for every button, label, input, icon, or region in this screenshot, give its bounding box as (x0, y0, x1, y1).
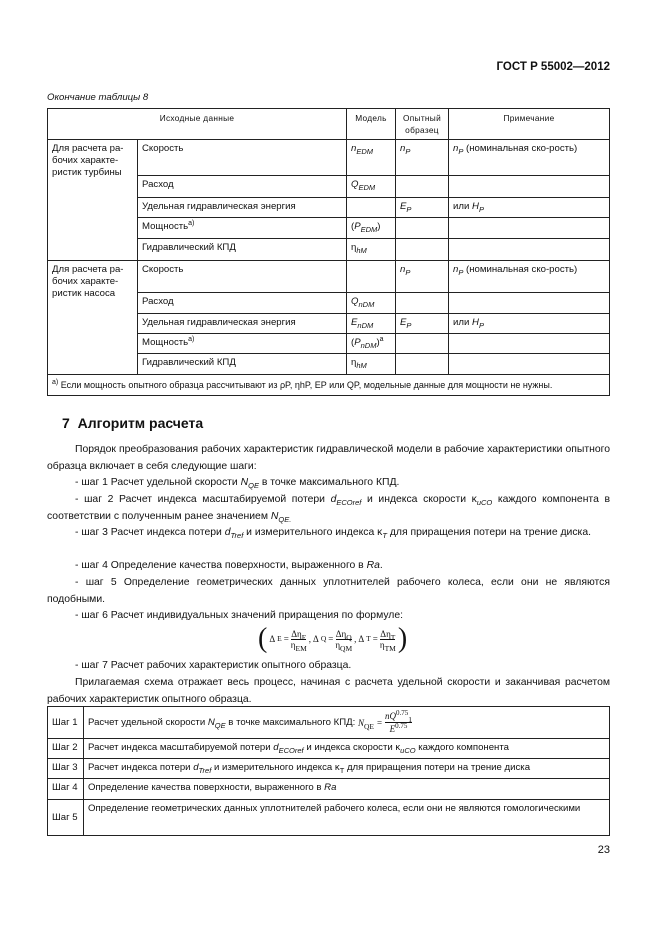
note (449, 218, 610, 239)
note (449, 176, 610, 198)
step-5-text: - шаг 5 Определение геометрических данных уплотнителей рабочего колеса, если они не являются подобными. (47, 577, 610, 605)
table-row (48, 707, 610, 739)
table-footnote: $^{а)}$ Если мощность опытного образца рассчитывают из ρP, ηhP, EP или QP, модельные данные для мощности не нужны. (48, 375, 610, 396)
prototype-value: $n_P$ (396, 261, 449, 293)
step-description: Расчет удельной скорости $N_{QE}$ в точке максимального КПД: $N_{QE}$ = $nQ^{0.75}_1$ $E^{0.75}$ (84, 707, 610, 739)
model-value: $\eta_{hM}$ (347, 239, 396, 261)
param: Мощность$^{а)}$ (138, 218, 347, 239)
note (449, 293, 610, 314)
note: или $H_P$ (449, 198, 610, 218)
table-row (48, 140, 610, 176)
model-value (347, 261, 396, 293)
header-note: Примечание (449, 109, 610, 140)
step-label: Шаг 1 (48, 707, 84, 739)
param: Расход (138, 176, 347, 198)
table-header-row (48, 109, 610, 140)
increment-formula: ( Δ E = $\Delta\eta_E$ $\eta_{EM}$ , Δ Q = $\Delta\eta_Q$ $\eta_{QM}$ , Δ T = $\Delta\eta_T$ $\eta_{TM}$ ) (258, 623, 408, 654)
table-footnote-row (48, 375, 610, 396)
prototype-value (396, 176, 449, 198)
step-description: Расчет индекса потери $d_{Tref}$ и измерительного индекса $\kappa_T$ для приращения потери на трение диска (84, 759, 610, 779)
table-8 (47, 108, 610, 396)
param: Удельная гидравлическая энергия (138, 198, 347, 218)
step-4-text: - шаг 4 Определение качества поверхности, выраженного в Ra. (75, 560, 383, 571)
note (449, 354, 610, 375)
prototype-value (396, 334, 449, 354)
step-label: Шаг 2 (48, 739, 84, 759)
table-row (48, 261, 610, 293)
table-caption: Окончание таблицы 8 (47, 92, 149, 103)
step-label: Шаг 4 (48, 779, 84, 800)
prototype-value (396, 239, 449, 261)
page-number: 23 (597, 844, 610, 856)
param: Расход (138, 293, 347, 314)
model-value: $\eta_{hM}$ (347, 354, 396, 375)
note: $n_P$ (номинальная ско-рость) (449, 140, 610, 176)
note: или $H_P$ (449, 314, 610, 334)
group-label: Для расчета ра-бочих характе-ристик турбины (48, 140, 138, 261)
prototype-value: $E_P$ (396, 198, 449, 218)
group-label: Для расчета ра-бочих характе-ристик насоса (48, 261, 138, 375)
steps-table (47, 706, 610, 836)
step-label: Шаг 3 (48, 759, 84, 779)
outro-paragraph: Прилагаемая схема отражает весь процесс, начиная с расчета удельной скорости и заканчивая расчетом рабочих характеристик опытного образца. (47, 677, 610, 705)
note (449, 334, 610, 354)
model-value: $Q_{EDM}$ (347, 176, 396, 198)
param: Скорость (138, 140, 347, 176)
prototype-value (396, 293, 449, 314)
step-6-text: - шаг 6 Расчет индивидуальных значений приращения по формуле: (75, 610, 404, 621)
prototype-value (396, 354, 449, 375)
step-3-text: - шаг 3 Расчет индекса потери $d_{Tref}$ и измерительного индекса $\kappa_T$ для приращения потери на трение диска. (75, 527, 591, 540)
step-description: Определение геометрических данных уплотнителей рабочего колеса, если они не являются гомологическими (84, 800, 610, 836)
step-1-text: - шаг 1 Расчет удельной скорости $N_{QE}$ в точке максимального КПД. (75, 477, 400, 490)
table-row (48, 739, 610, 759)
document-id: ГОСТ Р 55002—2012 (496, 61, 610, 73)
param: Скорость (138, 261, 347, 293)
table-row (48, 800, 610, 836)
step-2-text: - шаг 2 Расчет индекса масштабируемой потери $d_{ECOref}$ и индекса скорости $\kappa_{uCO}$ каждого компонента в соответствии с полученным ранее значением $N_{QE.}$ (47, 494, 610, 524)
prototype-value (396, 218, 449, 239)
param: Гидравлический КПД (138, 354, 347, 375)
step-7-text: - шаг 7 Расчет рабочих характеристик опытного образца. (75, 660, 352, 671)
prototype-value: $E_P$ (396, 314, 449, 334)
section-heading: 7 Алгоритм расчета (62, 415, 204, 431)
model-value: $(P_{EDM})$ (347, 218, 396, 239)
note (449, 239, 610, 261)
note: $n_P$ (номинальная ско-рость) (449, 261, 610, 293)
table-row (48, 759, 610, 779)
intro-paragraph: Порядок преобразования рабочих характеристик гидравлической модели в рабочие характеристики опытного образца включает в себя следующие шаги: (47, 444, 610, 472)
model-value: $n_{EDM}$ (347, 140, 396, 176)
step-description: Определение качества поверхности, выраженного в Ra (84, 779, 610, 800)
model-value: $(P_{nDM})^a$ (347, 334, 396, 354)
prototype-value: $n_P$ (396, 140, 449, 176)
param: Гидравлический КПД (138, 239, 347, 261)
step-label: Шаг 5 (48, 800, 84, 836)
model-value: $E_{nDM}$ (347, 314, 396, 334)
model-value (347, 198, 396, 218)
param: Удельная гидравлическая энергия (138, 314, 347, 334)
step-description: Расчет индекса масштабируемой потери $d_{ECOref}$ и индекса скорости $\kappa_{uCO}$ каждого компонента (84, 739, 610, 759)
header-model: Модель (347, 109, 396, 140)
model-value: $Q_{nDM}$ (347, 293, 396, 314)
table-row (48, 779, 610, 800)
header-prototype: Опытный образец (396, 109, 449, 140)
header-source-data: Исходные данные (48, 109, 347, 140)
param: Мощность$^{а)}$ (138, 334, 347, 354)
